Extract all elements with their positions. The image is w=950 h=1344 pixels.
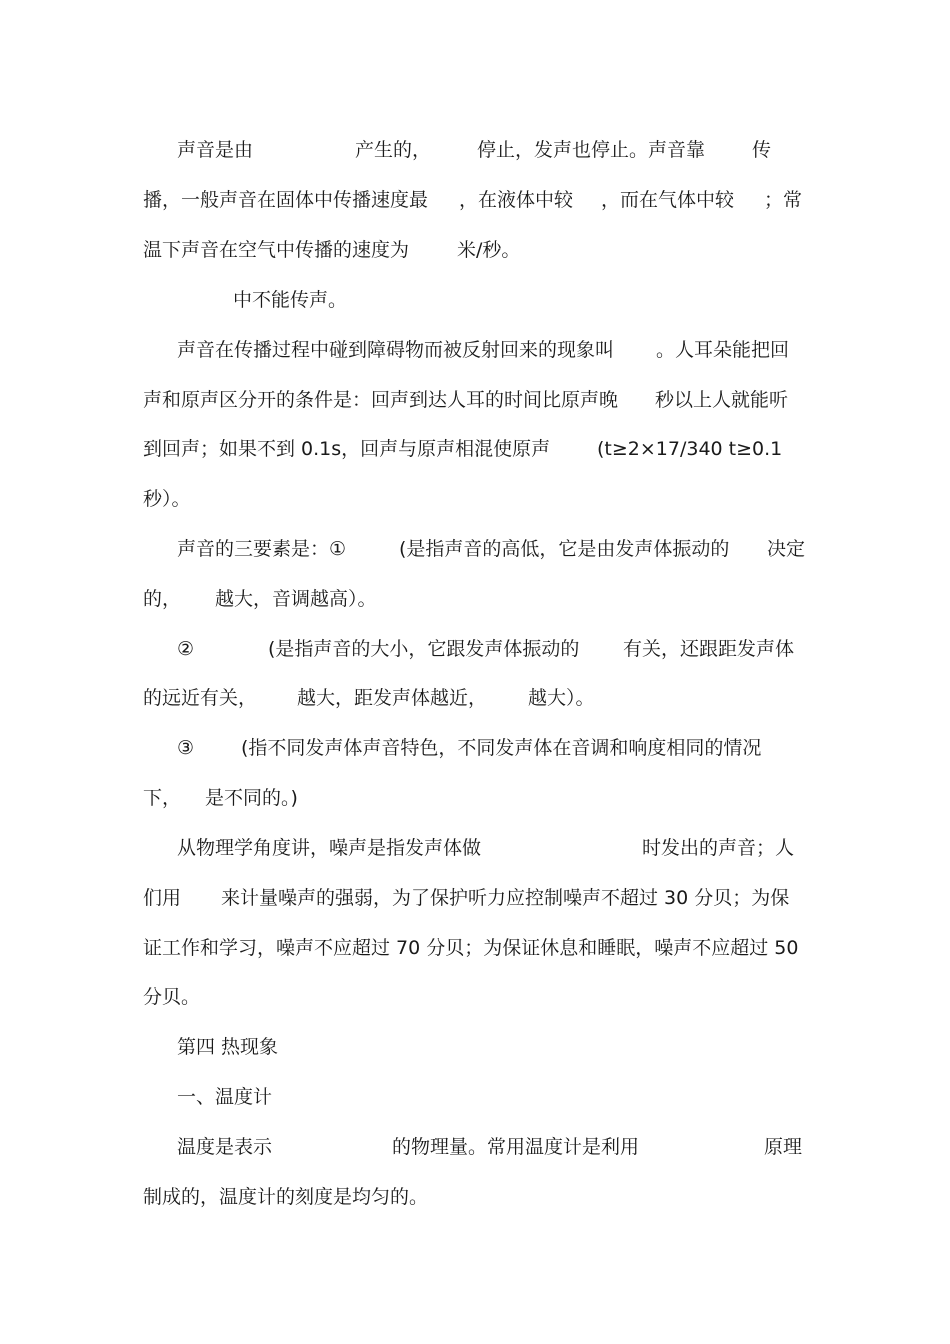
text-line [0, 185, 950, 215]
text-segment: (是指声音的大小，它跟发声体振动的 [268, 638, 580, 660]
text-segment: 证工作和学习，噪声不应超过 70 分贝；为保证休息和睡眠，噪声不应超过 50 [143, 937, 799, 959]
text-segment: 米/秒。 [457, 239, 521, 261]
text-line [0, 783, 950, 813]
text-segment: 声音在传播过程中碰到障碍物而被反射回来的现象叫 [177, 339, 615, 361]
text-segment: 是不同的。) [205, 787, 298, 809]
text-segment: 们用 [143, 887, 182, 909]
text-segment: 原理 [764, 1136, 803, 1158]
text-line [0, 484, 950, 514]
text-segment: 秒以上人就能听 [655, 389, 789, 411]
text-segment: 分贝。 [143, 986, 201, 1008]
text-segment: ；常 [764, 189, 803, 211]
text-segment: 越大）。 [528, 687, 595, 709]
text-line [0, 683, 950, 713]
text-line [0, 833, 950, 863]
text-line [0, 1182, 950, 1212]
text-segment: ，在液体中较 [459, 189, 574, 211]
text-segment: 一、温度计 [177, 1086, 273, 1108]
text-line [0, 235, 950, 265]
text-line [0, 634, 950, 664]
text-segment: 从物理学角度讲，噪声是指发声体做 [177, 837, 482, 859]
text-segment: 停止，发声也停止。声音靠 [477, 139, 706, 161]
text-segment: 的， [143, 588, 182, 610]
text-segment: 越大，音调越高）。 [215, 588, 377, 610]
text-line [0, 933, 950, 963]
text-segment: 产生的， [355, 139, 432, 161]
text-segment: 秒）。 [143, 488, 191, 510]
text-segment: (是指声音的高低，它是由发声体振动的 [399, 538, 730, 560]
text-segment: ，而在气体中较 [601, 189, 735, 211]
text-segment: 传 [752, 139, 772, 161]
text-segment: (t≥2×17/340 t≥0.1 [597, 438, 783, 460]
text-segment: 来计量噪声的强弱，为了保护听力应控制噪声不超过 30 分贝；为保 [221, 887, 790, 909]
text-segment: ② [177, 638, 195, 660]
text-segment: 的远近有关， [143, 687, 258, 709]
text-segment: 下， [143, 787, 182, 809]
text-line [0, 584, 950, 614]
text-line [0, 534, 950, 564]
text-segment: 有关，还跟距发声体 [623, 638, 795, 660]
text-line [0, 982, 950, 1012]
text-segment: 声和原声区分开的条件是：回声到达人耳的时间比原声晚 [143, 389, 619, 411]
text-line [0, 1132, 950, 1162]
text-line [0, 285, 950, 315]
text-segment: 。人耳朵能把回 [656, 339, 790, 361]
text-segment: 到回声；如果不到 0.1s，回声与原声相混使原声 [143, 438, 551, 460]
text-line [0, 883, 950, 913]
text-segment: 越大，距发声体越近， [297, 687, 488, 709]
text-segment: 温度是表示 [177, 1136, 273, 1158]
text-segment: 的物理量。常用温度计是利用 [392, 1136, 640, 1158]
text-segment: ③ [177, 737, 195, 759]
text-segment: 温下声音在空气中传播的速度为 [143, 239, 410, 261]
text-segment: 决定 [767, 538, 806, 560]
text-line [0, 385, 950, 415]
text-segment: 中不能传声。 [233, 289, 348, 311]
text-segment: 制成的，温度计的刻度是均匀的。 [143, 1186, 429, 1208]
text-line [0, 335, 950, 365]
text-segment: (指不同发声体声音特色，不同发声体在音调和响度相同的情况 [241, 737, 762, 759]
text-line [0, 434, 950, 464]
text-line [0, 135, 950, 165]
text-line [0, 733, 950, 763]
text-segment: 第四 热现象 [177, 1036, 279, 1058]
text-segment: 时发出的声音；人 [642, 837, 795, 859]
text-segment: 播，一般声音在固体中传播速度最 [143, 189, 429, 211]
section-heading [0, 1032, 950, 1062]
subsection-heading [0, 1082, 950, 1112]
text-segment: 声音是由 [177, 139, 254, 161]
text-segment: 声音的三要素是：① [177, 538, 347, 560]
